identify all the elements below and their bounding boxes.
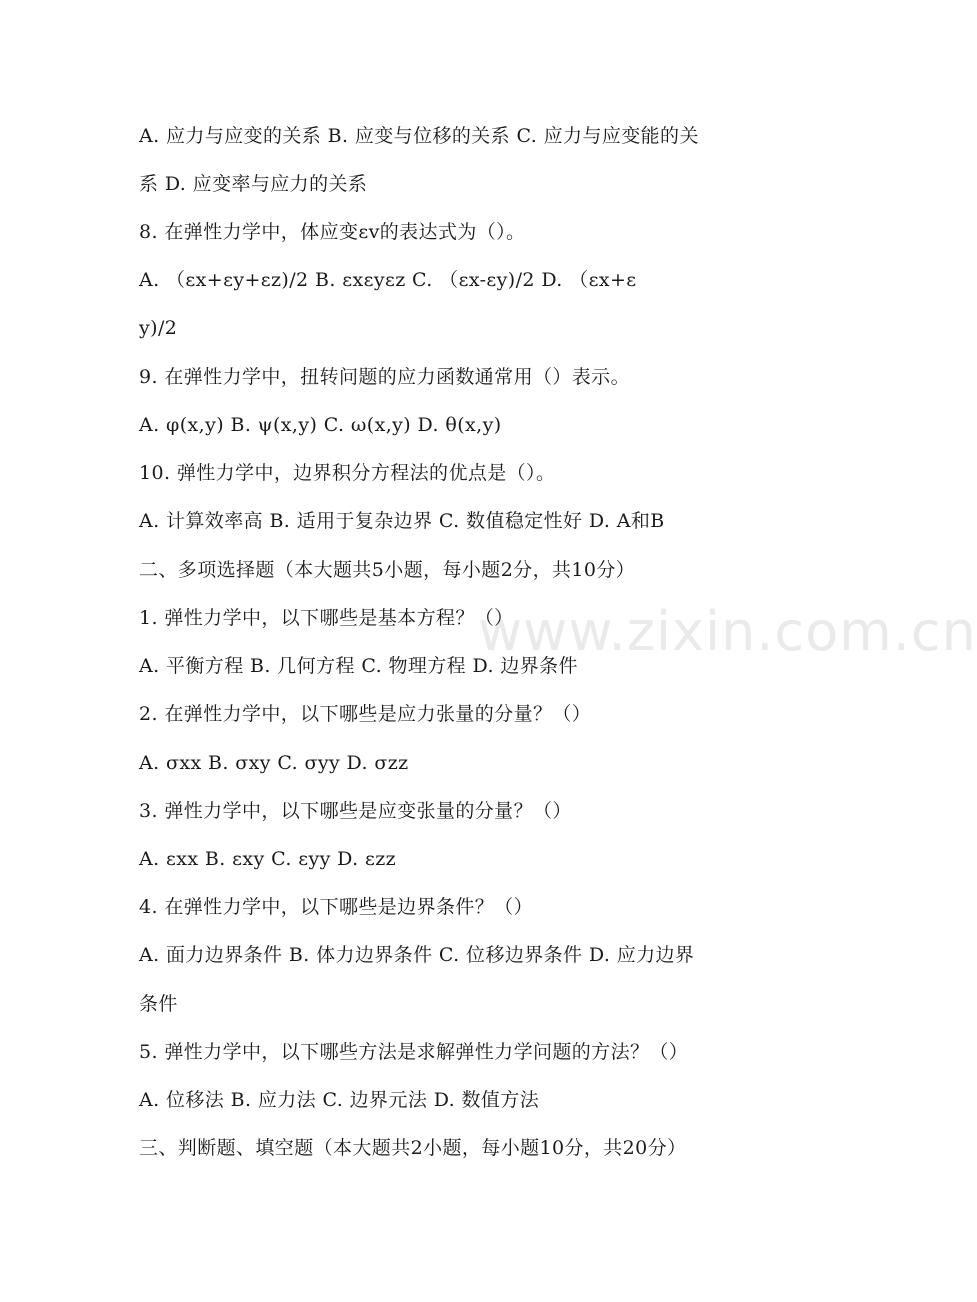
- question-9: 9. 在弹性力学中，扭转问题的应力函数通常用（）表示。: [139, 366, 630, 388]
- text-line: A. 应力与应变的关系 B. 应变与位移的关系 C. 应力与应变能的关: [139, 125, 699, 147]
- section-heading: 二、多项选择题（本大题共5小题，每小题2分，共10分）: [139, 559, 636, 581]
- text-line: A. 面力边界条件 B. 体力边界条件 C. 位移边界条件 D. 应力边界: [139, 944, 695, 966]
- question-4: 4. 在弹性力学中，以下哪些是边界条件？（）: [139, 896, 533, 918]
- section-heading: 三、判断题、填空题（本大题共2小题，每小题10分，共20分）: [139, 1137, 687, 1159]
- text-line: A. εxx B. εxy C. εyy D. εzz: [139, 848, 397, 870]
- watermark: www.zixin.com.cn: [478, 600, 977, 663]
- text-line: A. 平衡方程 B. 几何方程 C. 物理方程 D. 边界条件: [139, 655, 578, 677]
- text-line: 系 D. 应变率与应力的关系: [139, 173, 368, 195]
- text-line: A. φ(x,y) B. ψ(x,y) C. ω(x,y) D. θ(x,y): [139, 414, 502, 436]
- text-line: y)/2: [139, 317, 178, 339]
- text-line: A. 计算效率高 B. 适用于复杂边界 C. 数值稳定性好 D. A和B: [139, 510, 665, 532]
- text-line: A. （εx+εy+εz)/2 B. εxεyεz C. （εx-εy)/2 D. （εx+ε: [139, 269, 637, 291]
- question-3: 3. 弹性力学中，以下哪些是应变张量的分量？（）: [139, 800, 572, 822]
- text-line: A. 位移法 B. 应力法 C. 边界元法 D. 数值方法: [139, 1089, 540, 1111]
- question-5: 5. 弹性力学中，以下哪些方法是求解弹性力学问题的方法？（）: [139, 1041, 689, 1063]
- question-10: 10. 弹性力学中，边界积分方程法的优点是（）。: [139, 462, 556, 484]
- text-line: A. σxx B. σxy C. σyy D. σzz: [139, 752, 409, 774]
- question-8: 8. 在弹性力学中，体应变εv的表达式为（）。: [139, 221, 526, 243]
- text-line: 条件: [139, 993, 178, 1015]
- question-2: 2. 在弹性力学中，以下哪些是应力张量的分量？（）: [139, 703, 592, 725]
- question-1: 1. 弹性力学中，以下哪些是基本方程？（）: [139, 607, 514, 629]
